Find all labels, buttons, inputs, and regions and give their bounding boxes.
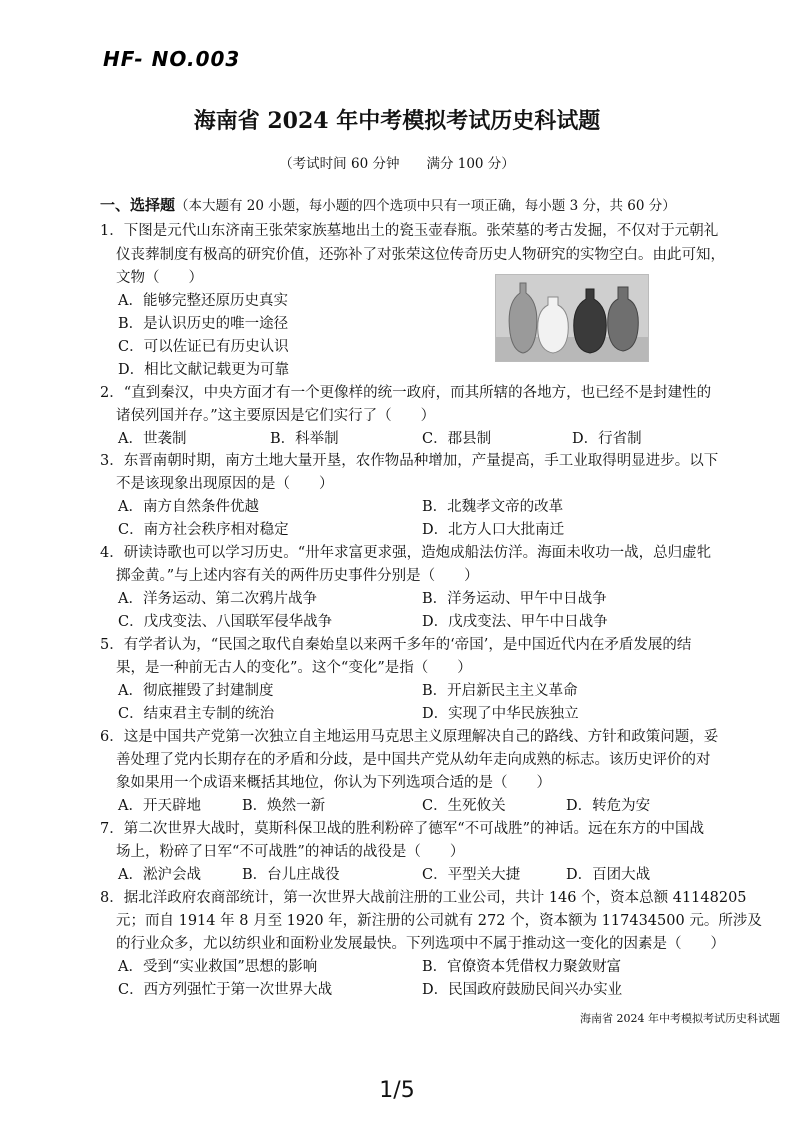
q1-option-b: B．是认识历史的唯一途径 <box>118 316 289 332</box>
q1-option-a: A．能够完整还原历史真实 <box>118 293 288 309</box>
q4-line2: 掷金黄。”与上述内容有关的两件历史事件分别是（ ） <box>116 568 479 584</box>
running-footer: 海南省 2024 年中考模拟考试历史科试题 <box>580 1012 780 1025</box>
q4-option-c: C．戊戌变法、八国联军侵华战争 <box>118 614 333 630</box>
q3-line1: 3．东晋南朝时期，南方土地大量开垦，农作物品种增加，产量提高，手工业取得明显进步。以下 <box>100 453 719 469</box>
q6-option-d: D．转危为安 <box>566 798 651 814</box>
q7-option-a: A．淞沪会战 <box>118 867 201 883</box>
q4-line1: 4．研读诗歌也可以学习历史。“卅年求富更求强，造炮成船法仿洋。海面未收功一战，总归虚牝 <box>100 545 712 561</box>
q8-line2: 元；而自 1914 年 8 月至 1920 年，新注册的公司就有 272 个，资本额为 117434500 元。所涉及 <box>116 913 762 929</box>
q5-line2: 果，是一种前无古人的变化”。这个“变化”是指（ ） <box>116 660 472 676</box>
q3-option-c: C．南方社会秩序相对稳定 <box>118 522 289 538</box>
q8-line1: 8．据北洋政府农商部统计，第一次世界大战前注册的工业公司，共计 146 个，资本总额 41148205 <box>100 890 747 906</box>
q4-option-a: A．洋务运动、第二次鸦片战争 <box>118 591 317 607</box>
q5-option-c: C．结束君主专制的统治 <box>118 706 275 722</box>
section-note: （本大题有 20 小题，每小题的四个选项中只有一项正确，每小题 3 分，共 60 分） <box>175 198 676 214</box>
q3-option-d: D．北方人口大批南迁 <box>422 522 565 538</box>
q2-option-b: B．科举制 <box>270 431 339 447</box>
q8-option-a: A．受到“实业救国”思想的影响 <box>118 959 318 975</box>
q8-option-b: B．官僚资本凭借权力聚敛财富 <box>422 959 622 975</box>
q3-line2: 不是该现象出现原因的是（ ） <box>116 476 334 492</box>
q7-option-c: C．平型关大捷 <box>422 867 521 883</box>
section-heading <box>100 194 676 215</box>
q3-option-b: B．北魏孝文帝的改革 <box>422 499 564 515</box>
q2-option-c: C．郡县制 <box>422 431 492 447</box>
q8-line3: 的行业众多，尤以纺织业和面粉业发展最快。下列选项中不属于推动这一变化的因素是（ ） <box>116 936 725 952</box>
q8-option-d: D．民国政府鼓励民间兴办实业 <box>422 982 623 998</box>
exam-subtitle: （考试时间 60 分钟 满分 100 分） <box>279 156 515 172</box>
q1-option-d: D．相比文献记载更为可靠 <box>118 362 290 378</box>
q2-option-d: D．行省制 <box>572 431 642 447</box>
q6-line2: 善处理了党内长期存在的矛盾和分歧，是中国共产党从幼年走向成熟的标志。该历史评价的对 <box>116 752 711 768</box>
q1-line3: 文物（ ） <box>116 270 203 286</box>
q4-option-b: B．洋务运动、甲午中日战争 <box>422 591 607 607</box>
q6-option-a: A．开天辟地 <box>118 798 201 814</box>
q5-option-d: D．实现了中华民族独立 <box>422 706 579 722</box>
document-code: HF- NO.003 <box>103 47 241 71</box>
q5-option-b: B．开启新民主主义革命 <box>422 683 578 699</box>
porcelain-vases-photo <box>495 274 649 362</box>
q3-option-a: A．南方自然条件优越 <box>118 499 259 515</box>
q8-option-c: C．西方列强忙于第一次世界大战 <box>118 982 333 998</box>
q2-line1: 2．“直到秦汉，中央方面才有一个更像样的统一政府，而其所辖的各地方，也已经不是封建性的 <box>100 385 712 401</box>
q1-line2: 仪丧葬制度有极高的研究价值，还弥补了对张荣这位传奇历史人物研究的实物空白。由此可知， <box>116 247 725 263</box>
q2-option-a: A．世袭制 <box>118 431 187 447</box>
q6-line3: 象如果用一个成语来概括其地位，你认为下列选项合适的是（ ） <box>116 775 551 791</box>
q7-option-b: B．台儿庄战役 <box>242 867 340 883</box>
q7-option-d: D．百团大战 <box>566 867 651 883</box>
exam-title: 海南省 2024 年中考模拟考试历史科试题 <box>193 108 601 134</box>
q7-line1: 7．第二次世界大战时，莫斯科保卫战的胜利粉碎了德军“不可战胜”的神话。远在东方的中国战 <box>100 821 705 837</box>
q1-line1: 1．下图是元代山东济南王张荣家族墓地出土的瓷玉壶春瓶。张荣墓的考古发掘，不仅对于元朝礼 <box>100 223 719 239</box>
q5-line1: 5．有学者认为，“民国之取代自秦始皇以来两千多年的‘帝国’，是中国近代内在矛盾发展的结 <box>100 637 692 653</box>
section-title: 一、选择题 <box>100 196 176 214</box>
vases-illustration <box>496 275 648 361</box>
q2-line2: 诸侯列国并存。”这主要原因是它们实行了（ ） <box>116 408 436 424</box>
q7-line2: 场上，粉碎了日军“不可战胜”的神话的战役是（ ） <box>116 844 465 860</box>
q6-option-c: C．生死攸关 <box>422 798 506 814</box>
q4-option-d: D．戊戌变法、甲午中日战争 <box>422 614 608 630</box>
page-number: 1/5 <box>379 1078 415 1103</box>
q5-option-a: A．彻底摧毁了封建制度 <box>118 683 274 699</box>
q6-option-b: B．焕然一新 <box>242 798 326 814</box>
q1-option-c: C．可以佐证已有历史认识 <box>118 339 289 355</box>
q6-line1: 6．这是中国共产党第一次独立自主地运用马克思主义原理解决自己的路线、方针和政策问题，妥 <box>100 729 719 745</box>
